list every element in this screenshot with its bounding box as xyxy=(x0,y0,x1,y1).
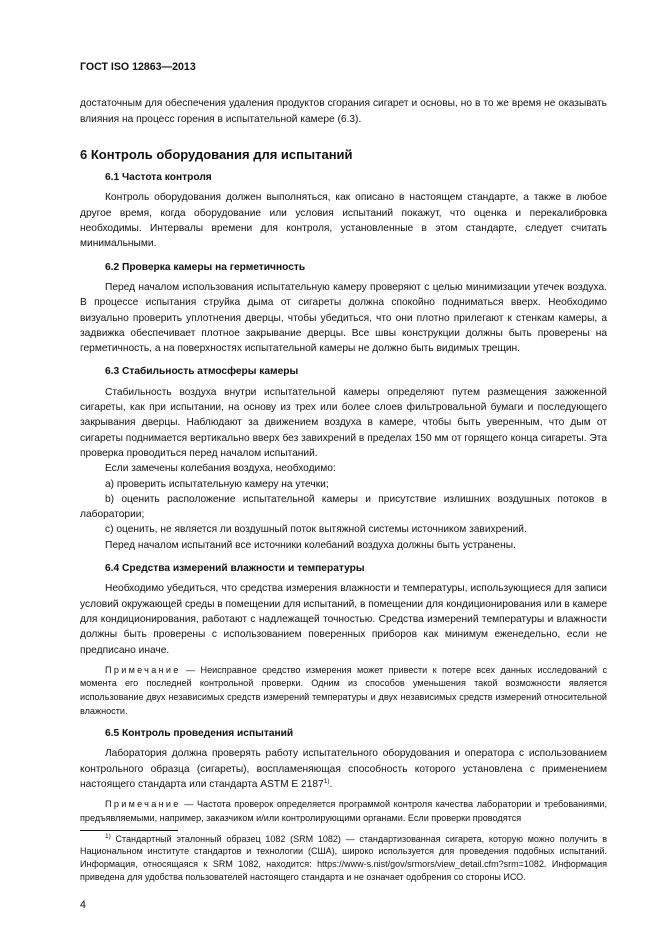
section-6-1-paragraph: Контроль оборудования должен выполняться, как описано в настоящем стандарте, а также в любое другое время, когда оборудование или условия испытаний покажут, что оценка и перекалибровка необходимы. Интервалы времени для контроля, установленные в этом стандарте, следует считать минимальными. xyxy=(80,192,607,250)
note-label: Примечание xyxy=(105,664,181,675)
section-6-3-paragraph: Стабильность воздуха внутри испытательной камеры определяют путем размещения зажженной сигареты, как при испытании, на основу из трех или более слоев фильтровальной бумаги и последующего закрывания дверцы. Наблюдают за движением воздуха в камере, чтобы быть уверенным, что дым от сигареты поднимается вертикально вверх без завихрений в пределах 150 мм от горящего конца сигареты. Эта проверка проводиться перед началом испытаний. xyxy=(80,386,607,459)
section-6-5-text: Лаборатория должна проверять работу испытательного оборудования и оператора с использованием контрольного образца (сигареты), воспламеняющая способность которого установлена с применением настоящего стандарта или стандарта ASTM Е 2187 xyxy=(80,748,607,791)
section-6-title: 6 Контроль оборудования для испытаний xyxy=(80,146,353,162)
section-6-2-title: 6.2 Проверка камеры на герметичность xyxy=(105,261,306,273)
page-number: 4 xyxy=(80,899,86,912)
intro-paragraph: достаточным для обеспечения удаления продуктов сгорания сигарет и основы, но в то же время не оказывать влияния на процесс горения в испытательной камере (6.3). xyxy=(80,98,607,125)
section-6-5-title: 6.5 Контроль проведения испытаний xyxy=(105,728,294,740)
list-item-c: с) оценить, не является ли воздушный поток вытяжной системы источником завихрений. xyxy=(105,524,527,536)
list-item-b: b) оценить расположение испытательной камеры и присутствие излишних воздушных потоков в лаборатории; xyxy=(80,493,607,521)
footnote-divider xyxy=(80,830,178,831)
section-6-3-paragraph-3: Перед началом испытаний все источники колебаний воздуха должны быть устранены. xyxy=(105,539,516,551)
footnote-mark: 1) xyxy=(105,832,111,840)
section-6-4-title: 6.4 Средства измерений влажности и температуры xyxy=(105,563,365,575)
section-6-5-text-end: . xyxy=(329,779,333,791)
section-6-5-note xyxy=(80,798,607,825)
note-text: — Неисправное средство измерения может привести к потере всех данных исследований с момента его последней контрольной проверки. Одним из способов уменьшения такой возможности является использование двух независимых средств измерений температуры и двух независимых средств измерений относительной влажности. xyxy=(80,664,607,716)
section-6-1-title: 6.1 Частота контроля xyxy=(105,172,212,184)
footnote-reference: 1) xyxy=(323,778,330,786)
section-6-2-paragraph: Перед началом использования испытательную камеру проверяют с целью минимизации утечек воздуха. В процессе испытания струйка дыма от сигареты должна спокойно подниматься вверх. Необходимо визуально проверить уплотнения дверцы, чтобы убедиться, что они плотно прилегают к стенкам камеры, а задвижка обеспечивает плотное закрывание дверцы. Все швы конструкции должны быть проверены на герметичность, а на поверхностях испытательной камеры не должно быть видимых трещин. xyxy=(80,281,607,355)
section-6-4-paragraph: Необходимо убедиться, что средства измерения влажности и температуры, использующиеся для записи условий окружающей среды в помещении для испытаний, в помещении для кондиционирования или в камере для кондиционирования, работают с надлежащей точностью. Средства измерений температуры и влажности должны быть проверены с использованием поверенных приборов как минимум еженедельно, если не предписано иначе. xyxy=(80,583,607,656)
note-text: — Частота проверок определяется программой контроля качества лаборатории и требованиями, предъявляемыми, например, заказчиком и/или контролирующими органами. Если проверки проводятся xyxy=(80,799,607,823)
section-6-3-paragraph-2: Если замечены колебания воздуха, необходимо: xyxy=(105,463,336,475)
section-6-4-note xyxy=(80,664,607,718)
footnote-text: Стандартный эталонный образец 1082 (SRM 1082) — стандартизованная сигарета, которую можно получить в Национальном институте стандартов и технологии (США), широко используется для проведения подобных испытаний. Информация, относящаяся к SRM 1082, находится: https://www-s.nist/gov/srmors/view_detail.cfm?srm=1082. Информация приведена для удобства пользователей настоящего стандарта и не означает одобрения со стороны ИСО. xyxy=(80,833,607,882)
section-6-5-paragraph xyxy=(80,746,607,792)
note-label: Примечание xyxy=(105,799,181,810)
document-header: ГОСТ ISO 12863—2013 xyxy=(80,61,196,73)
list-item-a: а) проверить испытательную камеру на утечки; xyxy=(105,478,329,490)
footnote xyxy=(80,833,607,884)
section-6-3-title: 6.3 Стабильность атмосферы камеры xyxy=(105,366,299,378)
